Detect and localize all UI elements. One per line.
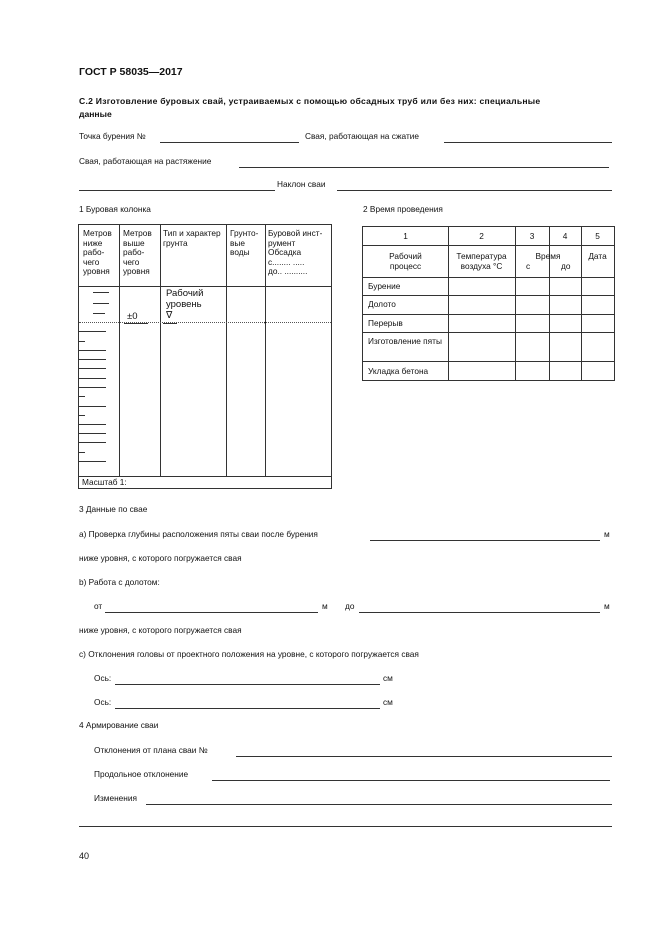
blank-field[interactable] — [79, 181, 275, 191]
zero-mark: ±0 — [127, 311, 138, 322]
changes-field-continued[interactable] — [79, 817, 612, 827]
meter-unit: м — [604, 601, 610, 611]
compression-pile-field[interactable] — [444, 133, 612, 143]
longitudinal-deviation-field[interactable] — [212, 771, 610, 781]
cm-unit: см — [383, 673, 393, 683]
time-header: Время — [535, 251, 561, 261]
column-number: 5 — [595, 231, 600, 241]
column-number: 3 — [529, 231, 535, 241]
time-to-header: до — [561, 261, 571, 271]
changes-field[interactable] — [146, 795, 612, 805]
drill-point-label: Точка бурения № — [79, 131, 146, 141]
axis-label: Ось: — [94, 697, 112, 707]
document-id: ГОСТ Р 58035—2017 — [79, 66, 183, 78]
pile-tilt-field[interactable] — [337, 181, 612, 191]
working-level-label: Рабочий уровень — [166, 288, 204, 310]
below-level-text: ниже уровня, с которого погружается свая — [79, 625, 242, 635]
pile-data-title: 3 Данные по свае — [79, 504, 148, 514]
below-level-text: ниже уровня, с которого погружается свая — [79, 553, 242, 563]
reinforcement-title: 4 Армирование сваи — [79, 720, 159, 730]
temperature-header: Температура воздуха °C — [456, 251, 507, 271]
meters-below-header: Метров ниже рабо- чего уровня — [83, 228, 112, 276]
longitudinal-deviation-label: Продольное отклонение — [94, 769, 189, 779]
from-label: от — [94, 601, 103, 611]
column-number: 2 — [479, 231, 484, 241]
groundwater-header: Грунто- вые воды — [230, 228, 259, 257]
axis-field-1[interactable] — [115, 675, 380, 685]
table-row-label: Изготовление пяты — [368, 336, 442, 346]
column-number: 4 — [562, 231, 568, 241]
chisel-from-field[interactable] — [105, 603, 318, 613]
date-header: Дата — [588, 251, 607, 261]
marker-dot: • — [264, 321, 267, 327]
cm-unit: см — [383, 697, 393, 707]
level-symbol: ∇ — [166, 310, 173, 321]
to-label: до — [345, 601, 355, 611]
page-number: 40 — [79, 851, 90, 861]
section-title-continuation: данные — [79, 109, 112, 119]
axis-field-2[interactable] — [115, 699, 380, 709]
drill-tool-header: Буровой инст- румент Обсадка с........ ..... до.. .......... — [268, 228, 323, 276]
table-row-label: Перерыв — [368, 318, 403, 328]
time-table-title: 2 Время проведения — [363, 204, 443, 214]
tension-pile-label: Свая, работающая на растяжение — [79, 156, 212, 166]
soil-type-header: Тип и характер грунта — [163, 228, 221, 248]
tension-pile-field[interactable] — [239, 158, 609, 168]
meter-unit: м — [322, 601, 328, 611]
heel-depth-field[interactable] — [370, 531, 600, 541]
pile-tilt-label: Наклон сваи — [277, 179, 326, 189]
time-table — [362, 226, 615, 381]
changes-label: Изменения — [94, 793, 137, 803]
process-header: Рабочий процесс — [389, 251, 422, 271]
axis-label: Ось: — [94, 673, 112, 683]
column-number: 1 — [403, 231, 408, 241]
table-row-label: Долото — [368, 299, 396, 309]
table-row-label: Бурение — [368, 281, 401, 291]
plan-deviation-field[interactable] — [236, 747, 612, 757]
head-deviation-label: с) Отклонения головы от проектного положения на уровне, с которого погружается свая — [79, 649, 419, 659]
drill-point-field[interactable] — [160, 133, 299, 143]
drill-column-table — [78, 224, 332, 489]
plan-deviation-label: Отклонения от плана сваи № — [94, 745, 208, 755]
scale-label: Масштаб 1: — [82, 477, 127, 487]
heel-depth-label: а) Проверка глубины расположения пяты сваи после бурения — [79, 529, 318, 539]
table-row-label: Укладка бетона — [368, 366, 429, 376]
meter-unit: м — [604, 529, 610, 539]
meters-above-header: Метров выше рабо- чего уровня — [123, 228, 152, 276]
compression-pile-label: Свая, работающая на сжатие — [305, 131, 419, 141]
section-title: С.2 Изготовление буровых свай, устраиваемых с помощью обсадных труб или без них: специальные — [79, 96, 541, 106]
chisel-to-field[interactable] — [359, 603, 600, 613]
time-from-header: с — [526, 261, 531, 271]
drill-column-title: 1 Буровая колонка — [79, 204, 151, 214]
chisel-work-label: b) Работа с долотом: — [79, 577, 160, 587]
